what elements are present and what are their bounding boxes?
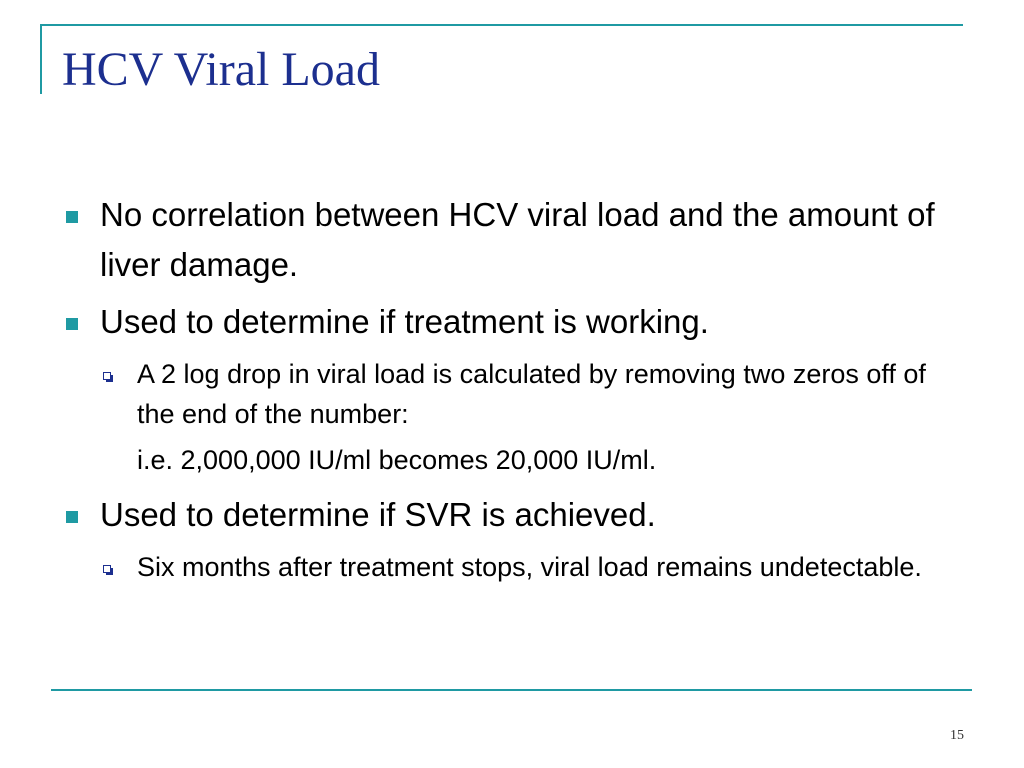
sub-bullet-item — [66, 547, 966, 587]
square-bullet-icon — [66, 318, 78, 330]
top-accent-rule — [40, 24, 963, 26]
bottom-accent-rule — [51, 689, 972, 691]
bullet-text: No correlation between HCV viral load and the amount of liver damage. — [100, 196, 935, 283]
bullet-item — [66, 297, 966, 347]
hollow-square-bullet-icon — [103, 565, 111, 573]
bullet-list — [66, 190, 966, 593]
hollow-square-bullet-icon — [103, 372, 111, 380]
page-number: 15 — [950, 728, 964, 743]
sub-bullet-text: Six months after treatment stops, viral load remains undetectable. — [137, 552, 922, 582]
bullet-item — [66, 190, 966, 290]
bullet-text: Used to determine if treatment is working. — [100, 303, 709, 340]
sub-bullet-continuation: i.e. 2,000,000 IU/ml becomes 20,000 IU/ml. — [137, 445, 657, 475]
left-accent-rule — [40, 24, 42, 94]
slide-title: HCV Viral Load — [62, 43, 380, 96]
square-bullet-icon — [66, 511, 78, 523]
bullet-item — [66, 490, 966, 540]
bullet-text: Used to determine if SVR is achieved. — [100, 496, 656, 533]
sub-bullet-item — [66, 354, 966, 434]
sub-bullet-text: A 2 log drop in viral load is calculated by removing two zeros off of the end of the number: — [137, 359, 926, 429]
square-bullet-icon — [66, 211, 78, 223]
